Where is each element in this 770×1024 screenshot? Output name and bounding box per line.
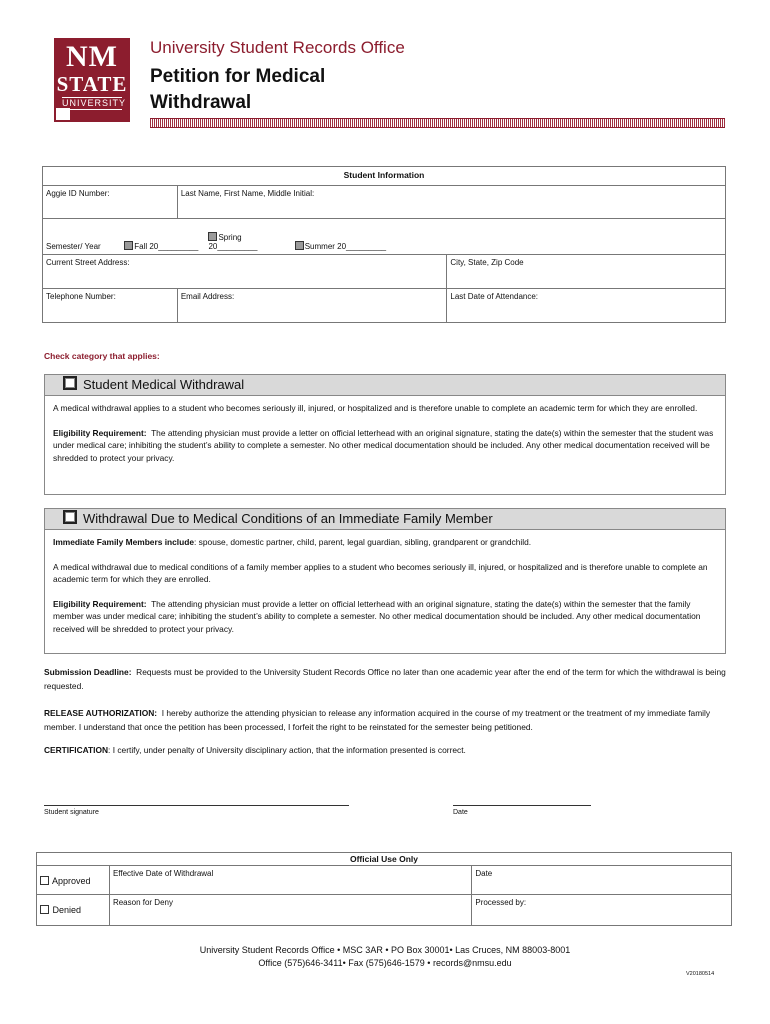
name-field[interactable] [177,186,725,219]
form-title-line1: Petition for Medical [150,66,326,87]
family-eligibility-label: Eligibility Requirement: [53,598,147,609]
deny-reason-label: Reason for Deny [112,898,173,907]
medical-eligibility-label: Eligibility Requirement: [53,427,147,438]
logo-state: STATE [56,72,128,96]
denied-option[interactable] [37,895,110,926]
medical-withdrawal-checkbox[interactable] [63,376,77,390]
processed-by-field[interactable] [472,895,732,926]
nmsu-logo [54,38,130,122]
family-withdrawal-header [45,509,725,530]
medical-eligibility-text: The attending physician must provide a letter on official letterhead with an original signature, stating the date(s) within the semester that the student was under medical care; inhibiting the student’s ability to complete a semester. No other medical documentation should be included. Any other medical documentation received will be shredded to protect your privacy. [53,427,714,463]
denied-label: Denied [52,905,82,915]
medical-withdrawal-title: Student Medical Withdrawal [83,377,245,392]
logo-university: UNIVERSITY [62,98,127,108]
submission-deadline [44,665,728,693]
summer-checkbox[interactable] [295,241,304,250]
email-label: Email Address: [180,292,235,301]
student-signature-line[interactable] [44,795,349,806]
semester-row [43,219,726,255]
street-address-label: Current Street Address: [46,258,130,267]
fall-checkbox[interactable] [124,241,133,250]
student-info-heading: Student Information [43,167,726,186]
header-divider [150,118,725,128]
family-withdrawal-title: Withdrawal Due to Medical Conditions of an Immediate Family Member [83,511,493,526]
family-members-text: : spouse, domestic partner, child, parent, legal guardian, sibling, grandparent or grandchild. [194,537,532,547]
family-eligibility [53,598,717,636]
release-authorization [44,706,728,734]
check-category-label: Check category that applies: [44,351,160,361]
last-attendance-label: Last Date of Attendance: [450,292,539,301]
form-version: V20180514 [686,971,715,977]
official-date-label: Date [475,869,493,878]
effective-date-field[interactable] [109,866,471,895]
summer-option[interactable] [295,241,386,251]
certification [44,743,728,757]
semester-label: Semester/ Year [46,242,101,251]
signature-date-line[interactable] [453,795,591,806]
name-label: Last Name, First Name, Middle Initial: [180,189,315,198]
official-use-table [36,852,732,926]
student-info-table [42,166,726,323]
spring-label: Spring 20_________ [208,233,258,251]
medical-eligibility [53,427,717,465]
logo-nm: NM [66,40,118,73]
city-state-zip-label: City, State, Zip Code [450,258,524,267]
signature-date-label: Date [453,809,468,816]
logo-notch [56,108,70,120]
aggie-id-label: Aggie ID Number: [46,189,110,198]
form-title-line2: Withdrawal [150,92,252,113]
family-eligibility-text: The attending physician must provide a letter on official letterhead with an original signature, stating the date(s) within the semester that the family member was under medical care; inhibiting the student’s ability to complete a semester. No other medical documentation should be included. Any other medical documentation received will be shredded to protect your privacy. [53,598,701,634]
fall-label: Fall 20_________ [134,242,199,251]
official-use-heading: Official Use Only [37,853,732,866]
certification-text: : I certify, under penalty of University disciplinary action, that the information presented is correct. [108,745,466,755]
medical-withdrawal-body [45,396,725,464]
footer-contact: Office (575)646-3411• Fax (575)646-1579 • records@nmsu.edu [258,958,512,968]
family-members-definition [53,536,717,549]
release-authorization-text: I hereby authorize the attending physician to release any information acquired in the course of my treatment or the treatment of my immediate family member. I understand that once the petition has been processed, I forfeit the right to be reinstated for the semester being petitioned. [44,708,711,732]
office-name: University Student Records Office [150,38,405,57]
family-members-label: Immediate Family Members include [53,537,195,547]
family-withdrawal-checkbox[interactable] [63,510,77,524]
official-date-field[interactable] [472,866,732,895]
last-attendance-field[interactable] [447,289,726,323]
spring-option[interactable] [208,232,292,251]
telephone-label: Telephone Number: [46,292,116,301]
release-authorization-label: RELEASE AUTHORIZATION: [44,708,158,718]
denied-checkbox[interactable] [40,905,49,914]
telephone-field[interactable] [43,289,178,323]
summer-label: Summer 20_________ [304,242,387,251]
street-address-field[interactable] [43,255,447,289]
submission-deadline-label: Submission Deadline: [44,667,132,677]
certification-label: CERTIFICATION [44,745,109,755]
effective-date-label: Effective Date of Withdrawal [112,869,214,878]
approved-option[interactable] [37,866,110,895]
spring-checkbox[interactable] [208,232,217,241]
approved-label: Approved [52,876,91,886]
medical-withdrawal-description: A medical withdrawal applies to a student who becomes seriously ill, injured, or hospitalized and is therefore unable to complete an academic term for which they are enrolled. [53,403,698,413]
family-withdrawal-description: A medical withdrawal due to medical conditions of a family member applies to a student who becomes seriously ill, injured, or hospitalized and is therefore unable to complete an academic term for which they are enrolled. [53,561,708,584]
email-field[interactable] [177,289,447,323]
family-withdrawal-body [45,530,725,635]
aggie-id-field[interactable] [43,186,178,219]
city-state-zip-field[interactable] [447,255,726,289]
submission-deadline-text: Requests must be provided to the University Student Records Office no later than one academic year after the end of the term for which the withdrawal is being requested. [44,667,726,691]
fall-option[interactable] [124,241,206,251]
medical-withdrawal-header [45,375,725,396]
processed-by-label: Processed by: [475,898,527,907]
family-withdrawal-section [44,508,726,654]
medical-withdrawal-section [44,374,726,495]
footer-address: University Student Records Office • MSC 3AR • PO Box 30001• Las Cruces, NM 88003-8001 [199,945,571,955]
approved-checkbox[interactable] [40,876,49,885]
student-signature-label: Student signature [44,809,99,816]
deny-reason-field[interactable] [109,895,471,926]
